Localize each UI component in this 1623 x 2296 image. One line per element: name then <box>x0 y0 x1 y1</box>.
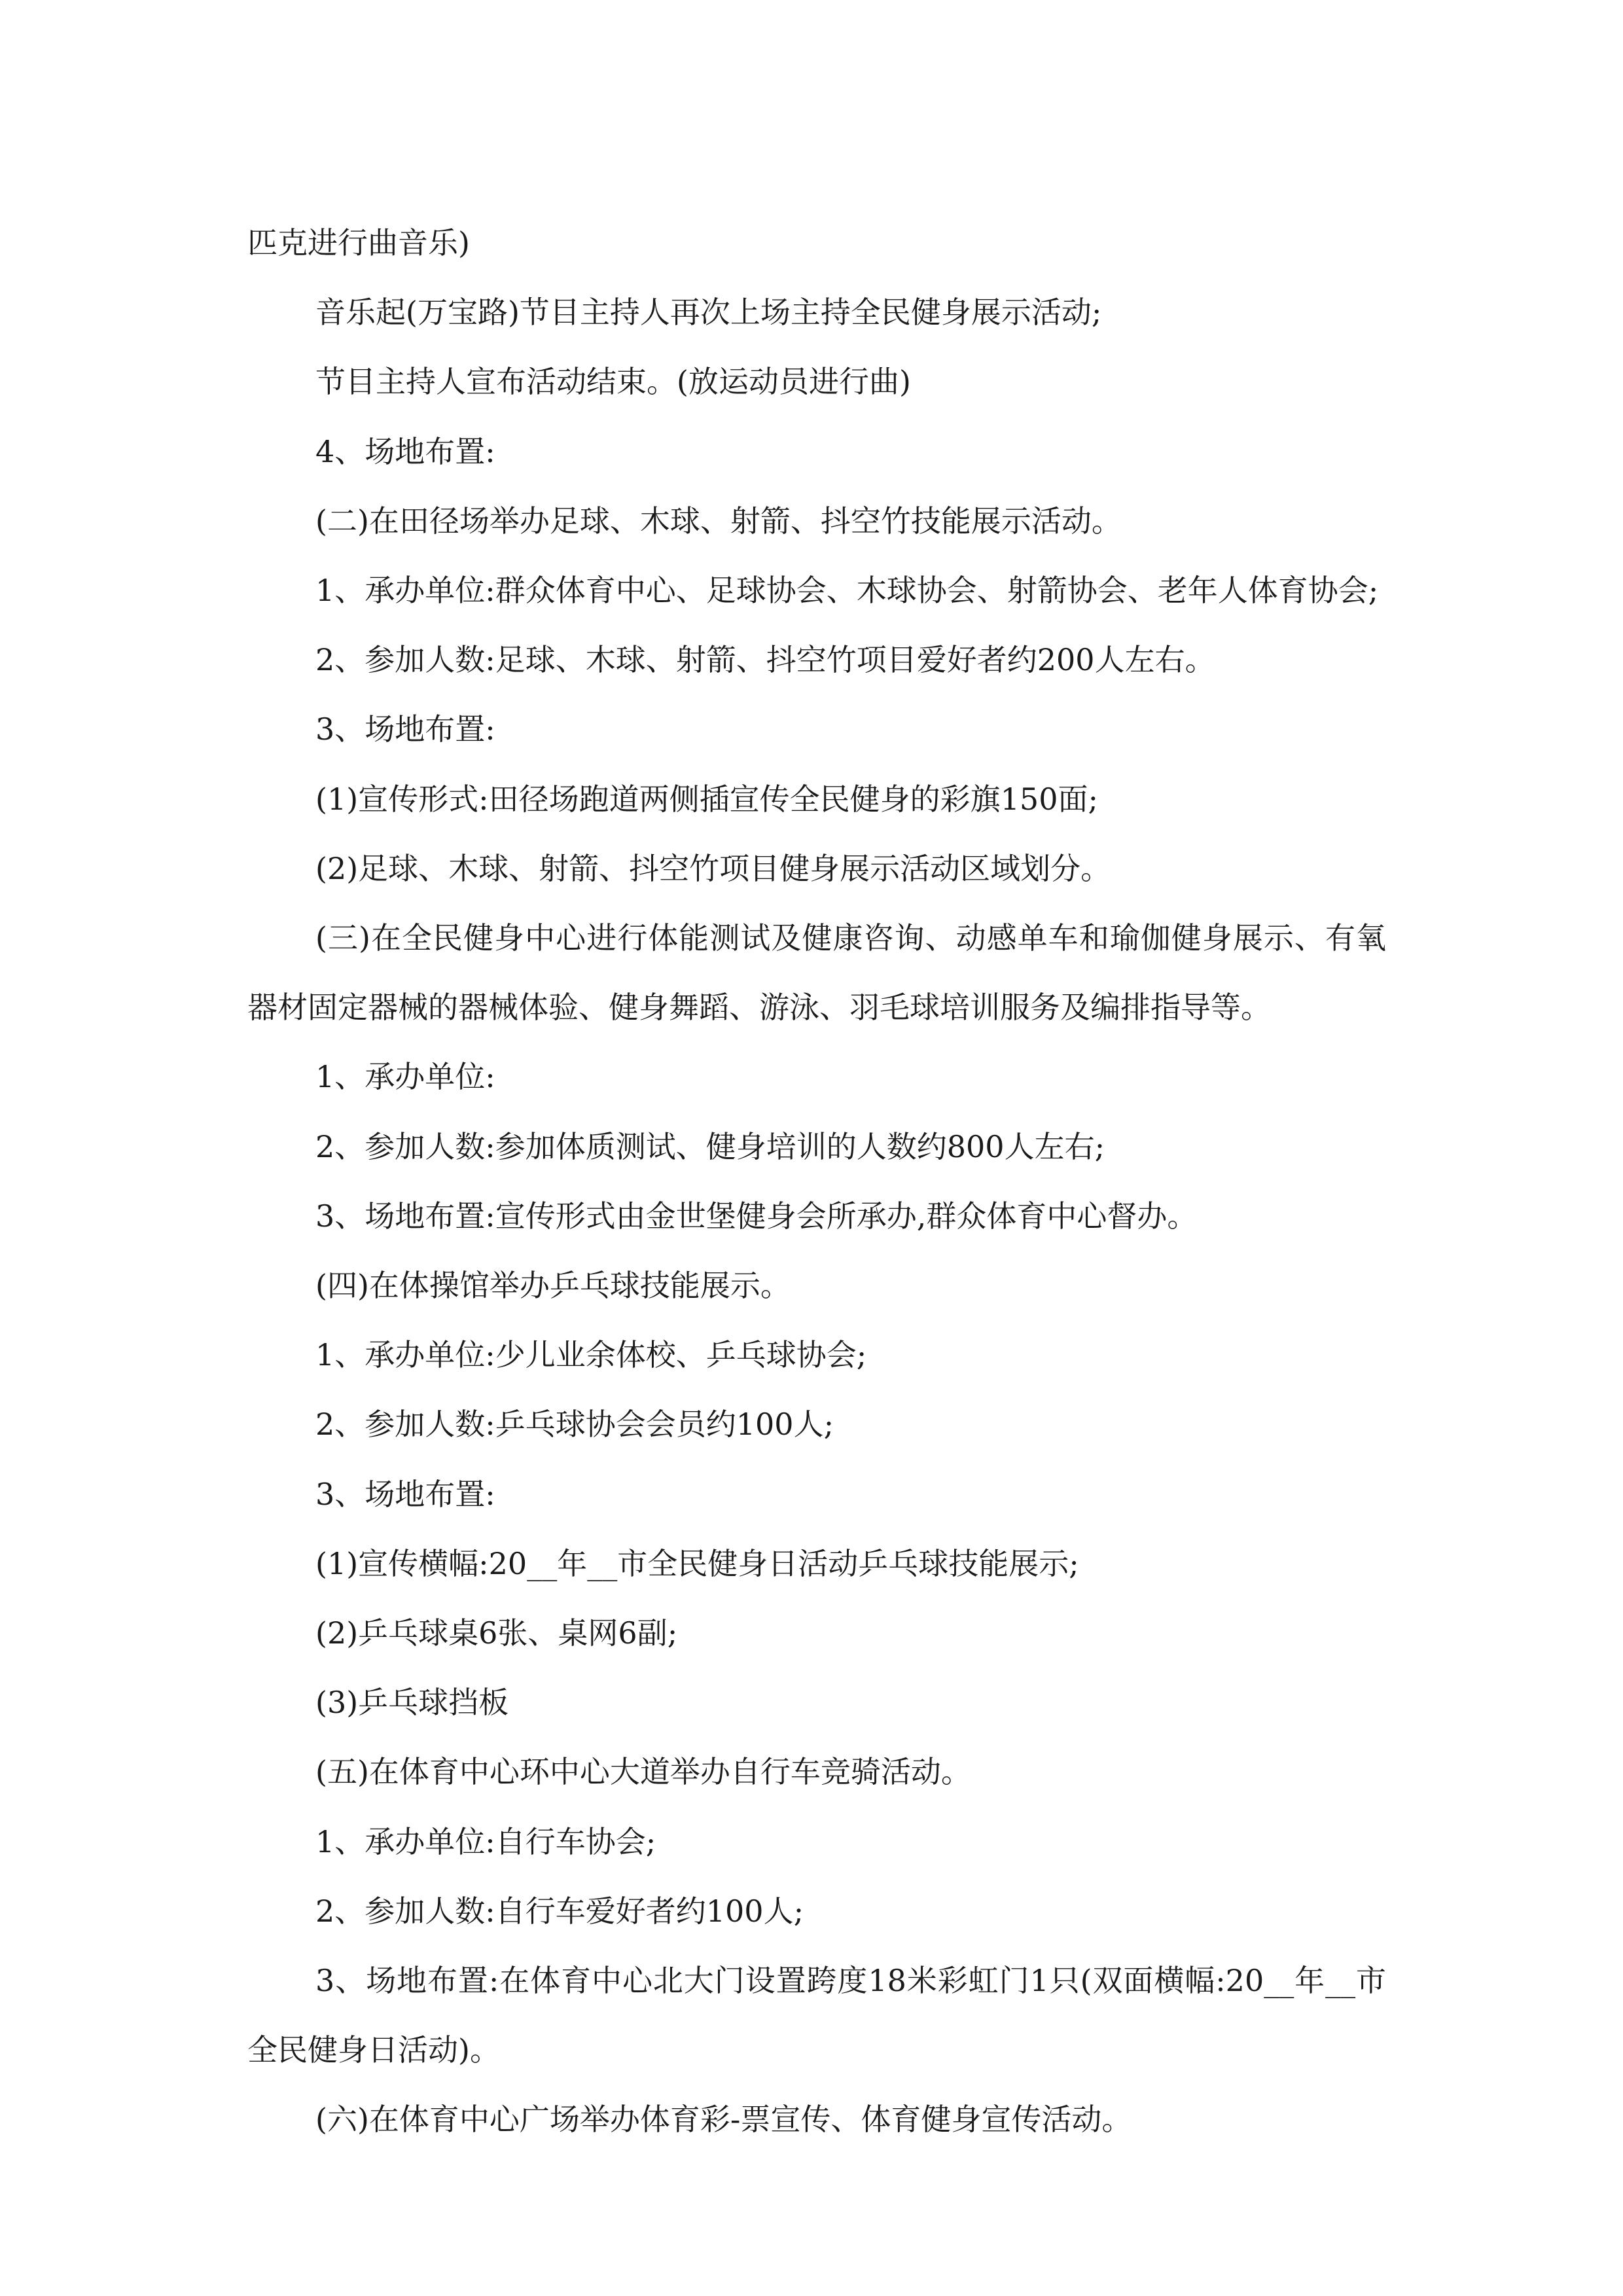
paragraph: 2、参加人数:自行车爱好者约100人; <box>315 1893 804 1929</box>
paragraph: (2)足球、木球、射箭、抖空竹项目健身展示活动区域划分。 <box>315 850 1111 886</box>
paragraph: 2、参加人数:乒乓球协会会员约100人; <box>315 1407 834 1443</box>
paragraph: 2、参加人数:参加体质测试、健身培训的人数约800人左右; <box>315 1128 1105 1164</box>
paragraph: 1、承办单位:少儿业余体校、乒乓球协会; <box>315 1337 867 1373</box>
section-heading: (三)在全民健身中心进行体能测试及健康咨询、动感单车和瑜伽健身展示、有氧器材固定器械的器械体验、健身舞蹈、游泳、羽毛球培训服务及编排指导等。 <box>247 920 1386 1026</box>
document-body <box>247 208 1386 2155</box>
section-heading: (六)在体育中心广场举办体育彩-票宣传、体育健身宣传活动。 <box>315 2102 1132 2138</box>
paragraph: 4、场地布置: <box>315 433 495 469</box>
section-heading: (五)在体育中心环中心大道举办自行车竞骑活动。 <box>315 1754 971 1790</box>
paragraph: 1、承办单位:自行车协会; <box>315 1823 656 1859</box>
paragraph: (3)乒乓球挡板 <box>315 1685 509 1721</box>
paragraph: (2)乒乓球桌6张、桌网6副; <box>315 1615 678 1651</box>
paragraph: 3、场地布置: <box>315 1476 495 1512</box>
paragraph: 2、参加人数:足球、木球、射箭、抖空竹项目爱好者约200人左右。 <box>315 642 1215 678</box>
paragraph: 节目主持人宣布活动结束。(放运动员进行曲) <box>315 364 911 400</box>
paragraph: 1、承办单位: <box>315 1059 495 1095</box>
paragraph: 1、承办单位:群众体育中心、足球协会、木球协会、射箭协会、老年人体育协会; <box>315 573 1379 609</box>
paragraph: 3、场地布置: <box>315 711 495 747</box>
paragraph: 3、场地布置:宣传形式由金世堡健身会所承办,群众体育中心督办。 <box>315 1198 1198 1234</box>
section-heading: (四)在体操馆举办乒乓球技能展示。 <box>315 1268 791 1304</box>
paragraph: (1)宣传形式:田径场跑道两侧插宣传全民健身的彩旗150面; <box>315 781 1098 817</box>
paragraph: 音乐起(万宝路)节目主持人再次上场主持全民健身展示活动; <box>315 295 1102 331</box>
paragraph-continuation: 匹克进行曲音乐) <box>247 225 470 260</box>
section-heading: (二)在田径场举办足球、木球、射箭、抖空竹技能展示活动。 <box>315 503 1122 539</box>
paragraph: 3、场地布置:在体育中心北大门设置跨度18米彩虹门1只(双面横幅:20__年__市全民健身日活动)。 <box>247 1963 1386 2068</box>
paragraph: (1)宣传横幅:20__年__市全民健身日活动乒乓球技能展示; <box>315 1545 1079 1581</box>
